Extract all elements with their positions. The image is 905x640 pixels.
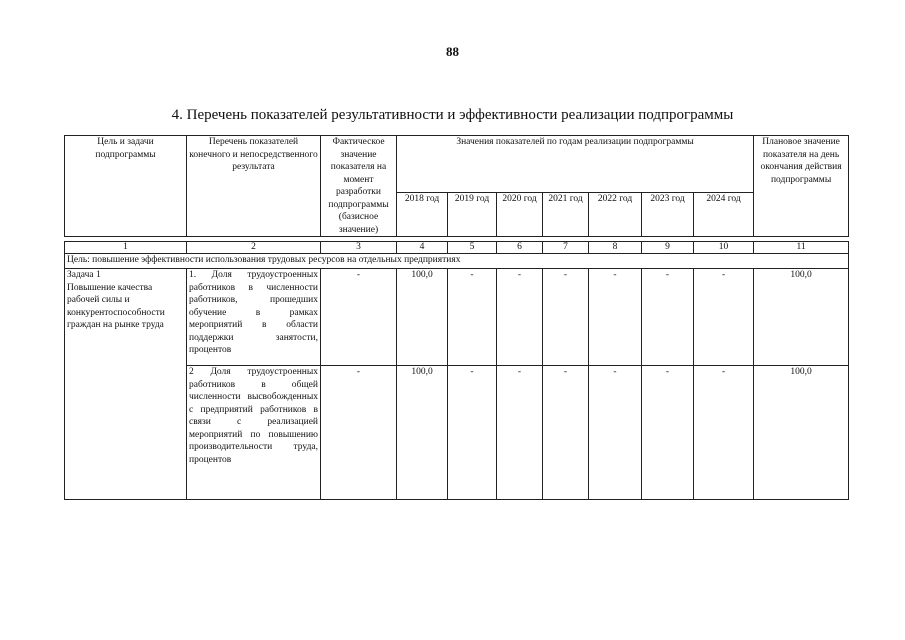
actual-value: -	[321, 366, 397, 500]
indicators-table	[64, 135, 849, 500]
value-2023: -	[642, 366, 694, 500]
header-goal: Цель и задачи подпрограммы	[65, 136, 187, 237]
header-planned: Плановое значение показателя на день окончания действия подпрограммы	[754, 136, 849, 237]
indicator-text: 2 Доля трудоустроенных работников в общей численности высвобожденных с предприятий работников в связи с реализацией мероприятий по повышению производительности труда, процентов	[187, 366, 321, 500]
planned-value: 100,0	[754, 269, 849, 366]
page-number: 88	[446, 44, 459, 59]
value-2022: -	[589, 269, 642, 366]
header-year-2023: 2023 год	[642, 193, 694, 237]
value-2018: 100,0	[397, 269, 448, 366]
column-number: 2	[187, 242, 321, 254]
goal-text: Цель: повышение эффективности использования трудовых ресурсов на отдельных предприятиях	[65, 254, 849, 269]
value-2021: -	[543, 269, 589, 366]
column-number-row	[65, 242, 849, 254]
column-number: 3	[321, 242, 397, 254]
column-number: 9	[642, 242, 694, 254]
header-actual: Фактическое значение показателя на момент разработки подпрограммы (базисное значение)	[321, 136, 397, 237]
column-number: 11	[754, 242, 849, 254]
indicator-text: 1. Доля трудоустроенных работников в численности работников, прошедших обучение в рамках мероприятий в области поддержки занятости, процентов	[187, 269, 321, 366]
header-indicators: Перечень показателей конечного и непосредственного результата	[187, 136, 321, 237]
header-year-2021: 2021 год	[543, 193, 589, 237]
column-number: 6	[497, 242, 543, 254]
value-2019: -	[448, 269, 497, 366]
value-2021: -	[543, 366, 589, 500]
header-year-2024: 2024 год	[694, 193, 754, 237]
header-years-group: Значения показателей по годам реализации подпрограммы	[397, 136, 754, 193]
value-2018: 100,0	[397, 366, 448, 500]
value-2023: -	[642, 269, 694, 366]
task-text: Повышение качества рабочей силы и конкурентоспособности граждан на рынке труда	[67, 282, 165, 330]
value-2024: -	[694, 269, 754, 366]
value-2022: -	[589, 366, 642, 500]
document-title: 4. Перечень показателей результативности и эффективности реализации подпрограммы	[171, 107, 734, 123]
goal-row	[65, 254, 849, 269]
column-number: 5	[448, 242, 497, 254]
actual-value: -	[321, 269, 397, 366]
value-2020: -	[497, 366, 543, 500]
header-year-2020: 2020 год	[497, 193, 543, 237]
column-number: 4	[397, 242, 448, 254]
table-row	[65, 269, 849, 366]
column-number: 10	[694, 242, 754, 254]
column-number: 1	[65, 242, 187, 254]
header-year-2018: 2018 год	[397, 193, 448, 237]
header-year-2019: 2019 год	[448, 193, 497, 237]
value-2020: -	[497, 269, 543, 366]
task-label: Задача 1	[67, 270, 101, 280]
value-2024: -	[694, 366, 754, 500]
column-number: 7	[543, 242, 589, 254]
value-2019: -	[448, 366, 497, 500]
header-row-top	[65, 136, 849, 193]
planned-value: 100,0	[754, 366, 849, 500]
column-number: 8	[589, 242, 642, 254]
task-cell	[65, 269, 187, 500]
header-year-2022: 2022 год	[589, 193, 642, 237]
